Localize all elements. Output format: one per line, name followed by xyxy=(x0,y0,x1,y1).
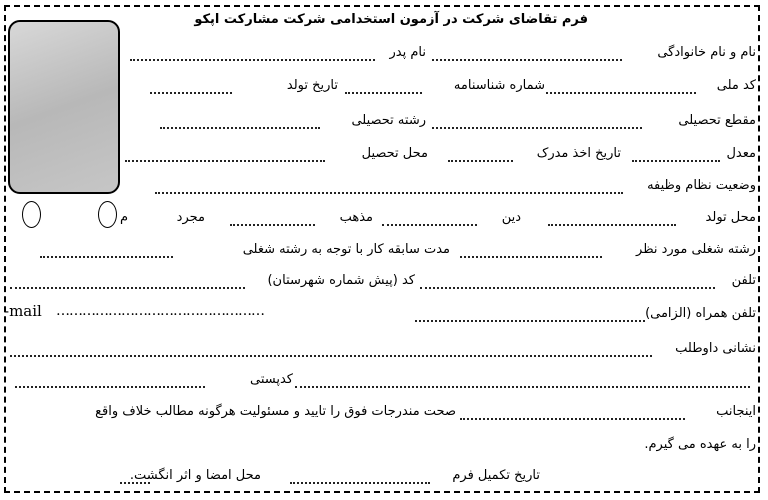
national-code-field[interactable] xyxy=(546,92,696,94)
birth-place-label: محل تولد xyxy=(705,210,756,225)
religion-label: دین xyxy=(501,210,521,225)
area-code-label: کد (پیش شماره شهرستان) xyxy=(267,273,415,288)
signature-field[interactable] xyxy=(120,482,150,484)
married-label: م xyxy=(119,210,128,225)
birth-date-field[interactable] xyxy=(150,92,232,94)
single-radio[interactable] xyxy=(98,201,117,228)
full-name-field[interactable] xyxy=(432,59,622,61)
military-status-label: وضعیت نظام وظیفه xyxy=(647,178,756,193)
area-code-field[interactable] xyxy=(10,287,245,289)
birth-date-label: تاریخ تولد xyxy=(286,78,338,93)
email-label: -mail xyxy=(4,302,42,320)
religion-field[interactable] xyxy=(382,224,477,226)
mobile-label: تلفن همراه (الزامی) xyxy=(645,306,756,321)
father-name-label: نام پدر xyxy=(389,45,426,60)
phone-field[interactable] xyxy=(420,287,715,289)
experience-label: مدت سابقه کار با توجه به رشته شغلی xyxy=(242,242,450,257)
form-date-field[interactable] xyxy=(290,482,430,484)
declaration-text: صحت مندرجات فوق را تایید و مسئولیت هرگونه مطالب خلاف واقع xyxy=(95,404,456,419)
graduation-date-label: تاریخ اخذ مدرک xyxy=(536,146,621,161)
desired-job-field[interactable] xyxy=(460,256,602,258)
signature-label: محل امضا و اثر انگشت. xyxy=(129,468,261,483)
degree-label: مقطع تحصیلی xyxy=(678,113,756,128)
address-field-line-2[interactable] xyxy=(295,386,750,388)
place-of-study-label: محل تحصیل xyxy=(361,146,428,161)
id-number-field[interactable] xyxy=(345,92,422,94)
father-name-field[interactable] xyxy=(130,59,375,61)
graduation-date-field[interactable] xyxy=(448,160,513,162)
sect-field[interactable] xyxy=(230,224,315,226)
declaration-end: را به عهده می گیرم. xyxy=(644,437,756,452)
declarant-name-field[interactable] xyxy=(460,418,685,420)
field-of-study-field[interactable] xyxy=(160,127,320,129)
mobile-field[interactable] xyxy=(415,320,645,322)
address-field[interactable] xyxy=(10,355,652,357)
national-code-label: کد ملی xyxy=(716,78,756,93)
place-of-study-field[interactable] xyxy=(125,160,325,162)
phone-label: تلفن xyxy=(731,273,756,288)
birth-place-field[interactable] xyxy=(548,224,676,226)
sect-label: مذهب xyxy=(339,210,373,225)
field-of-study-label: رشته تحصیلی xyxy=(351,113,426,128)
single-label: مجرد xyxy=(176,210,205,225)
gpa-field[interactable] xyxy=(632,160,720,162)
photo-placeholder[interactable] xyxy=(8,20,120,194)
email-field[interactable]: ………………………………………… xyxy=(56,303,264,319)
id-number-label: شماره شناسنامه xyxy=(453,78,545,93)
gpa-label: معدل xyxy=(726,146,756,161)
form-date-label: تاریخ تکمیل فرم xyxy=(452,468,540,483)
declaration-start: اینجانب xyxy=(716,404,756,419)
married-radio[interactable] xyxy=(22,201,41,228)
military-status-field[interactable] xyxy=(155,192,623,194)
desired-job-label: رشته شغلی مورد نظر xyxy=(636,242,756,257)
experience-field[interactable] xyxy=(40,256,173,258)
full-name-label: نام و نام خانوادگی xyxy=(657,45,756,60)
postal-code-field[interactable] xyxy=(15,386,205,388)
degree-field[interactable] xyxy=(432,127,642,129)
form-title: فرم تقاضای شرکت در آزمون استخدامی شرکت مشارکت اپکو xyxy=(194,12,588,27)
address-label: نشانی داوطلب xyxy=(675,341,756,356)
postal-code-label: کدپستی xyxy=(250,372,293,387)
